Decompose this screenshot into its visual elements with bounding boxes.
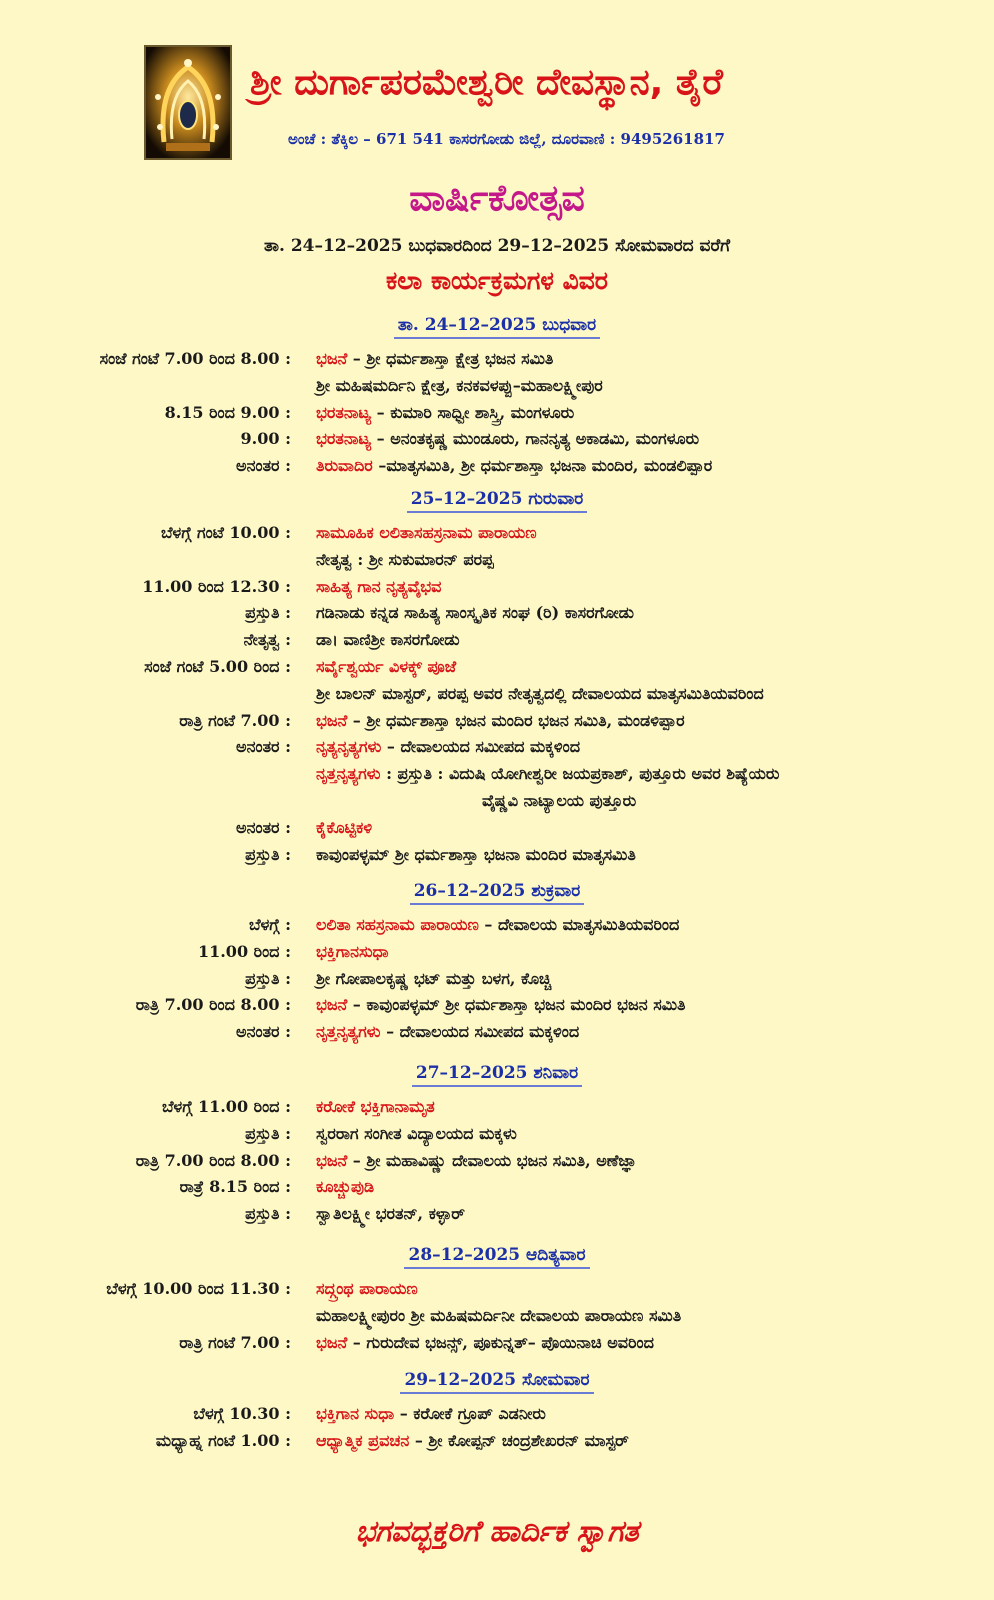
event-name: ಭರತನಾಟ್ಯ	[316, 402, 372, 422]
event-time: ರಾತ್ರಿ 7.00 ರಿಂದ 8.00 :	[135, 995, 291, 1015]
event-detail: ಕಾವುಂಪಳ್ಳಮ್ ಶ್ರೀ ಧರ್ಮಶಾಸ್ತಾ ಭಜನಾ ಮಂದಿರ ಮಾತೃಸಮಿತಿ	[316, 844, 636, 864]
event-name: ಭರತನಾಟ್ಯ	[316, 429, 372, 449]
event-detail: ಶ್ರೀ ಬಾಲನ್ ಮಾಸ್ಟರ್, ಪರಪ್ಪ ಅವರ ನೇತೃತ್ವದಲ್ಲಿ ದೇವಾಲಯದ ಮಾತೃಸಮಿತಿಯವರಿಂದ	[316, 683, 764, 703]
event-content	[316, 969, 551, 989]
event-time: ರಾತ್ರೆ 8.15 ರಿಂದ :	[179, 1177, 291, 1197]
event-time: ಪ್ರಸ್ತುತಿ :	[245, 844, 291, 864]
day-title: 27–12–2025 ಶನಿವಾರ	[412, 1063, 582, 1087]
event-detail: ನೇತೃತ್ವ : ಶ್ರೀ ಸುಕುಮಾರನ್ ಪರಪ್ಪ	[316, 549, 494, 569]
event-detail: : ಪ್ರಸ್ತುತಿ : ವಿದುಷಿ ಯೋಗೀಶ್ವರೀ ಜಯಪ್ರಕಾಶ್, ಪುತ್ತೂರು ಅವರ ಶಿಷ್ಯೆಯರು	[380, 764, 780, 784]
event-name: ಭಜನೆ	[316, 349, 348, 368]
schedule-row	[0, 1404, 994, 1430]
deity-lamp-icon	[146, 47, 230, 158]
schedule-row	[0, 969, 994, 995]
day-header	[0, 489, 994, 513]
program-details-title: ಕಲಾ ಕಾರ್ಯಕ್ರಮಗಳ ವಿವರ	[385, 266, 609, 295]
event-name: ಭಕ್ತಿಗಾನ ಸುಧಾ	[316, 1404, 395, 1423]
event-content	[316, 349, 553, 369]
event-time: ಪ್ರಸ್ತುತಿ :	[245, 1123, 291, 1143]
day-header	[0, 881, 994, 905]
event-time: ಪ್ರಸ್ತುತಿ :	[245, 603, 291, 623]
schedule-row	[0, 791, 994, 817]
event-content	[316, 1333, 654, 1353]
festival-date-range: ತಾ. 24–12–2025 ಬುಧವಾರದಿಂದ 29–12–2025 ಸೋಮವಾರದ ವರೆಗೆ	[263, 236, 731, 256]
event-name: ನೃತ್ಯನೃತ್ಯಗಳು	[316, 737, 382, 757]
schedule-row	[0, 737, 994, 763]
welcome-message: ಭಗವದ್ಭಕ್ತರಿಗೆ ಹಾರ್ದಿಕ ಸ್ವಾಗತ	[355, 1514, 639, 1548]
day-header	[0, 1370, 994, 1394]
event-time: ಪ್ರಸ್ತುತಿ :	[245, 1204, 291, 1224]
event-time: 11.00 ರಿಂದ :	[197, 941, 291, 961]
event-content	[316, 1124, 517, 1144]
event-time: ರಾತ್ರಿ ಗಂಟೆ 7.00 :	[179, 710, 291, 730]
event-content	[316, 523, 537, 543]
event-content	[316, 603, 634, 623]
event-time: ಅನಂತರ :	[236, 817, 291, 837]
event-content	[316, 429, 699, 449]
event-content	[316, 818, 372, 838]
event-detail: – ದೇವಾಲಯ ಮಾತೃಸಮಿತಿಯವರಿಂದ	[478, 915, 680, 934]
schedule-row	[0, 1097, 994, 1123]
schedule-row	[0, 915, 994, 941]
day-title: ತಾ. 24–12–2025 ಬುಧವಾರ	[394, 315, 600, 339]
event-time: ಅನಂತರ :	[236, 737, 291, 757]
event-name: ಭಕ್ತಿಗಾನಸುಧಾ	[316, 941, 389, 961]
event-time: ರಾತ್ರಿ ಗಂಟೆ 7.00 :	[179, 1332, 291, 1352]
event-time: ಸಂಜೆ ಗಂಟೆ 5.00 ರಿಂದ :	[144, 657, 291, 676]
event-time: ನೇತೃತ್ವ :	[243, 630, 291, 650]
event-name: ಭಜನೆ	[316, 710, 348, 730]
event-detail: – ಕುಮಾರಿ ಸಾಧ್ವೀ ಶಾಸ್ತ್ರಿ, ಮಂಗಳೂರು	[371, 402, 575, 422]
event-content	[316, 630, 460, 650]
event-content	[316, 403, 574, 423]
event-time: 11.00 ರಿಂದ 12.30 :	[142, 576, 291, 596]
event-time: ಸಂಜೆ ಗಂಟೆ 7.00 ರಿಂದ 8.00 :	[99, 349, 291, 368]
schedule-row	[0, 550, 994, 576]
event-time: 8.15 ರಿಂದ 9.00 :	[164, 402, 291, 422]
schedule-row	[0, 456, 994, 482]
schedule-row	[0, 657, 994, 683]
event-detail: ಮಹಾಲಕ್ಷ್ಮೀಪುರಂ ಶ್ರೀ ಮಹಿಷಮರ್ದಿನೀ ದೇವಾಲಯ ಪಾರಾಯಣ ಸಮಿತಿ	[316, 1305, 682, 1325]
event-content	[316, 456, 712, 476]
event-content	[316, 1204, 465, 1224]
event-content	[316, 577, 441, 597]
event-name: ನೃತ್ತನೃತ್ಯಗಳು	[316, 1022, 381, 1042]
event-name: ಸರ್ವೈಶ್ವರ್ಯ ವಿಳಕ್ಕ್ ಪೂಜೆ	[316, 657, 457, 676]
schedule-row	[0, 376, 994, 402]
event-detail: – ಶ್ರೀ ಮಹಾವಿಷ್ಣು ದೇವಾಲಯ ಭಜನ ಸಮಿತಿ, ಅಣೆಜ್ಞಾ	[347, 1150, 638, 1170]
event-time: ಅನಂತರ :	[236, 456, 291, 476]
schedule-row	[0, 711, 994, 737]
event-time: 9.00 :	[240, 429, 291, 449]
event-name: ಆಧ್ಯಾತ್ಮಿಕ ಪ್ರವಚನ	[316, 1430, 410, 1450]
day-header	[0, 1245, 994, 1269]
schedule-row	[0, 603, 994, 629]
event-detail: – ಶ್ರೀ ಧರ್ಮಶಾಸ್ತಾ ಭಜನ ಮಂದಿರ ಭಜನ ಸಮಿತಿ, ಮಂಡಳಿಪ್ಪಾರ	[347, 710, 685, 730]
schedule-row	[0, 349, 994, 375]
event-content	[316, 1097, 435, 1117]
festival-title: ವಾರ್ಷಿಕೋತ್ಸವ	[409, 178, 585, 219]
schedule-row	[0, 764, 994, 790]
schedule-row	[0, 1333, 994, 1359]
event-name: ಕೂಚ್ಚುಪುಡಿ	[316, 1177, 375, 1197]
event-name: ತಿರುವಾದಿರ	[316, 456, 373, 476]
schedule-row	[0, 577, 994, 603]
event-time: ಬೆಳಗ್ಗೆ 11.00 ರಿಂದ :	[161, 1097, 291, 1116]
event-content	[316, 942, 389, 962]
event-detail: – ದೇವಾಲಯದ ಸಮೀಪದ ಮಕ್ಕಳಿಂದ	[380, 1022, 580, 1042]
day-title: 28–12–2025 ಆದಿತ್ಯವಾರ	[404, 1245, 589, 1269]
event-name: ನೃತ್ತನೃತ್ಯಗಳು	[316, 764, 381, 784]
event-content	[316, 1306, 681, 1326]
event-content	[316, 764, 779, 784]
event-time: ಪ್ರಸ್ತುತಿ :	[245, 968, 291, 988]
schedule-row	[0, 1279, 994, 1305]
event-time: ಮಧ್ಯಾಹ್ನ ಗಂಟೆ 1.00 :	[155, 1430, 291, 1450]
day-title: 29–12–2025 ಸೋಮವಾರ	[400, 1370, 593, 1394]
event-content	[316, 711, 685, 731]
day-header	[0, 315, 994, 339]
event-detail: – ದೇವಾಲಯದ ಸಮೀಪದ ಮಕ್ಕಳಿಂದ	[381, 737, 581, 757]
event-content	[316, 737, 580, 757]
event-time: ಬೆಳಗ್ಗೆ ಗಂಟೆ 10.00 :	[160, 523, 291, 542]
temple-name: ಶ್ರೀ ದುರ್ಗಾಪರಮೇಶ್ವರೀ ದೇವಸ್ಥಾನ, ತೈರೆ	[250, 62, 723, 103]
event-content	[316, 1151, 637, 1171]
schedule-row	[0, 818, 994, 844]
event-content	[316, 376, 603, 396]
event-name: ಸಾಮೂಹಿಕ ಲಲಿತಾಸಹಸ್ರನಾಮ ಪಾರಾಯಣ	[316, 523, 537, 542]
schedule-row	[0, 1204, 994, 1230]
schedule-row	[0, 1306, 994, 1332]
schedule-row	[0, 845, 994, 871]
event-content	[316, 657, 456, 677]
event-name: ಸದ್ಗ್ರಂಥ ಪಾರಾಯಣ	[316, 1279, 418, 1298]
event-detail: ಶ್ರೀ ಮಹಿಷಮರ್ದಿನಿ ಕ್ಷೇತ್ರ, ಕನಕವಳಪ್ಪು–ಮಹಾಲಕ್ಷ್ಮೀಪುರ	[316, 375, 603, 395]
schedule-row	[0, 429, 994, 455]
schedule-row	[0, 995, 994, 1021]
event-detail: – ಕಾವುಂಪಳ್ಳಮ್ ಶ್ರೀ ಧರ್ಮಶಾಸ್ತಾ ಭಜನ ಮಂದಿರ ಭಜನ ಸಮಿತಿ	[347, 995, 686, 1015]
temple-deity-image	[144, 45, 232, 160]
event-detail: –ಮಾತೃಸಮಿತಿ, ಶ್ರೀ ಧರ್ಮಶಾಸ್ತಾ ಭಜನಾ ಮಂದಿರ, ಮಂಡಲಿಪ್ಪಾರ	[372, 456, 713, 476]
event-detail: ವೈಷ್ಣವಿ ನಾಟ್ಯಾಲಯ ಪುತ್ತೂರು	[482, 791, 637, 810]
event-content	[482, 791, 636, 811]
schedule-row	[0, 1124, 994, 1150]
event-content	[316, 995, 685, 1015]
event-name: ಭಜನೆ	[316, 1332, 348, 1352]
header	[0, 0, 994, 175]
event-name: ಭಜನೆ	[316, 995, 348, 1015]
event-time: ಬೆಳಗ್ಗೆ 10.30 :	[193, 1404, 291, 1423]
schedule-row	[0, 523, 994, 549]
event-content	[316, 1279, 418, 1299]
day-title: 25–12–2025 ಗುರುವಾರ	[407, 489, 587, 513]
event-detail: – ಶ್ರೀ ಧರ್ಮಶಾಸ್ತಾ ಕ್ಷೇತ್ರ ಭಜನ ಸಮಿತಿ	[347, 349, 554, 368]
event-time: ರಾತ್ರಿ 7.00 ರಿಂದ 8.00 :	[135, 1150, 291, 1170]
event-detail: ಶ್ರೀ ಗೋಪಾಲಕೃಷ್ಣ ಭಟ್ ಮತ್ತು ಬಳಗ, ಕೊಚ್ಚಿ	[316, 968, 552, 988]
event-detail: ಸ್ವರರಾಗ ಸಂಗೀತ ವಿದ್ಯಾಲಯದ ಮಕ್ಕಳು	[316, 1123, 517, 1143]
event-time: ಬೆಳಗ್ಗೆ 10.00 ರಿಂದ 11.30 :	[106, 1279, 291, 1298]
event-name: ಕರೋಕೆ ಭಕ್ತಿಗಾನಾಮೃತ	[316, 1097, 435, 1116]
event-time: ಬೆಳಗ್ಗೆ :	[249, 915, 291, 934]
event-detail: ಡಾ। ವಾಣಿಶ್ರೀ ಕಾಸರಗೋಡು	[316, 630, 460, 650]
event-detail: – ಶ್ರೀ ಕೋಪ್ಪನ್ ಚಂದ್ರಶೇಖರನ್ ಮಾಸ್ಟರ್	[409, 1430, 629, 1450]
event-content	[316, 1404, 546, 1424]
event-name: ಭಜನೆ	[316, 1150, 348, 1170]
event-detail: – ಅನಂತಕೃಷ್ಣ ಮುಂಡೂರು, ಗಾನನೃತ್ಯ ಅಕಾಡಮಿ, ಮಂಗಳೂರು	[371, 429, 700, 449]
schedule-row	[0, 1431, 994, 1457]
event-detail: – ಗುರುದೇವ ಭಜನ್ಸ್, ಪೂಕುನ್ನತ್– ಪೊಯಿನಾಚಿ ಅವರಿಂದ	[347, 1332, 654, 1352]
event-detail: ಗಡಿನಾಡು ಕನ್ನಡ ಸಾಹಿತ್ಯ ಸಾಂಸ್ಕೃತಿಕ ಸಂಘ (ರಿ) ಕಾಸರಗೋಡು	[316, 603, 634, 623]
day-header	[0, 1063, 994, 1087]
event-content	[316, 915, 679, 935]
event-content	[316, 1177, 374, 1197]
event-name: ಸಾಹಿತ್ಯ ಗಾನ ನೃತ್ಯವೈಭವ	[316, 576, 442, 596]
event-name: ಕೈಕೊಟ್ಟಿಕಳಿ	[316, 817, 373, 837]
schedule-row	[0, 684, 994, 710]
event-content	[316, 1431, 629, 1451]
event-time: ಅನಂತರ :	[236, 1022, 291, 1042]
event-detail: – ಕರೋಕೆ ಗ್ರೂಪ್ ಎಡನೀರು	[394, 1404, 546, 1423]
schedule-row	[0, 403, 994, 429]
day-title: 26–12–2025 ಶುಕ್ರವಾರ	[410, 881, 585, 905]
schedule-row	[0, 1022, 994, 1048]
temple-address: ಅಂಚೆ : ತೆಕ್ಕಿಲ – 671 541 ಕಾಸರಗೋಡು ಜಿಲ್ಲೆ, ದೂರವಾಣಿ : 9495261817	[288, 130, 725, 148]
event-content	[316, 845, 636, 865]
schedule-row	[0, 1151, 994, 1177]
event-name: ಲಲಿತಾ ಸಹಸ್ರನಾಮ ಪಾರಾಯಣ	[316, 915, 479, 934]
event-content	[316, 550, 494, 570]
schedule-row	[0, 630, 994, 656]
event-detail: ಸ್ವಾತಿಲಕ್ಷ್ಮೀ ಭರತನ್, ಕಳ್ಳಾರ್	[316, 1204, 465, 1224]
event-content	[316, 1022, 579, 1042]
event-content	[316, 684, 764, 704]
schedule-row	[0, 942, 994, 968]
schedule-row	[0, 1177, 994, 1203]
